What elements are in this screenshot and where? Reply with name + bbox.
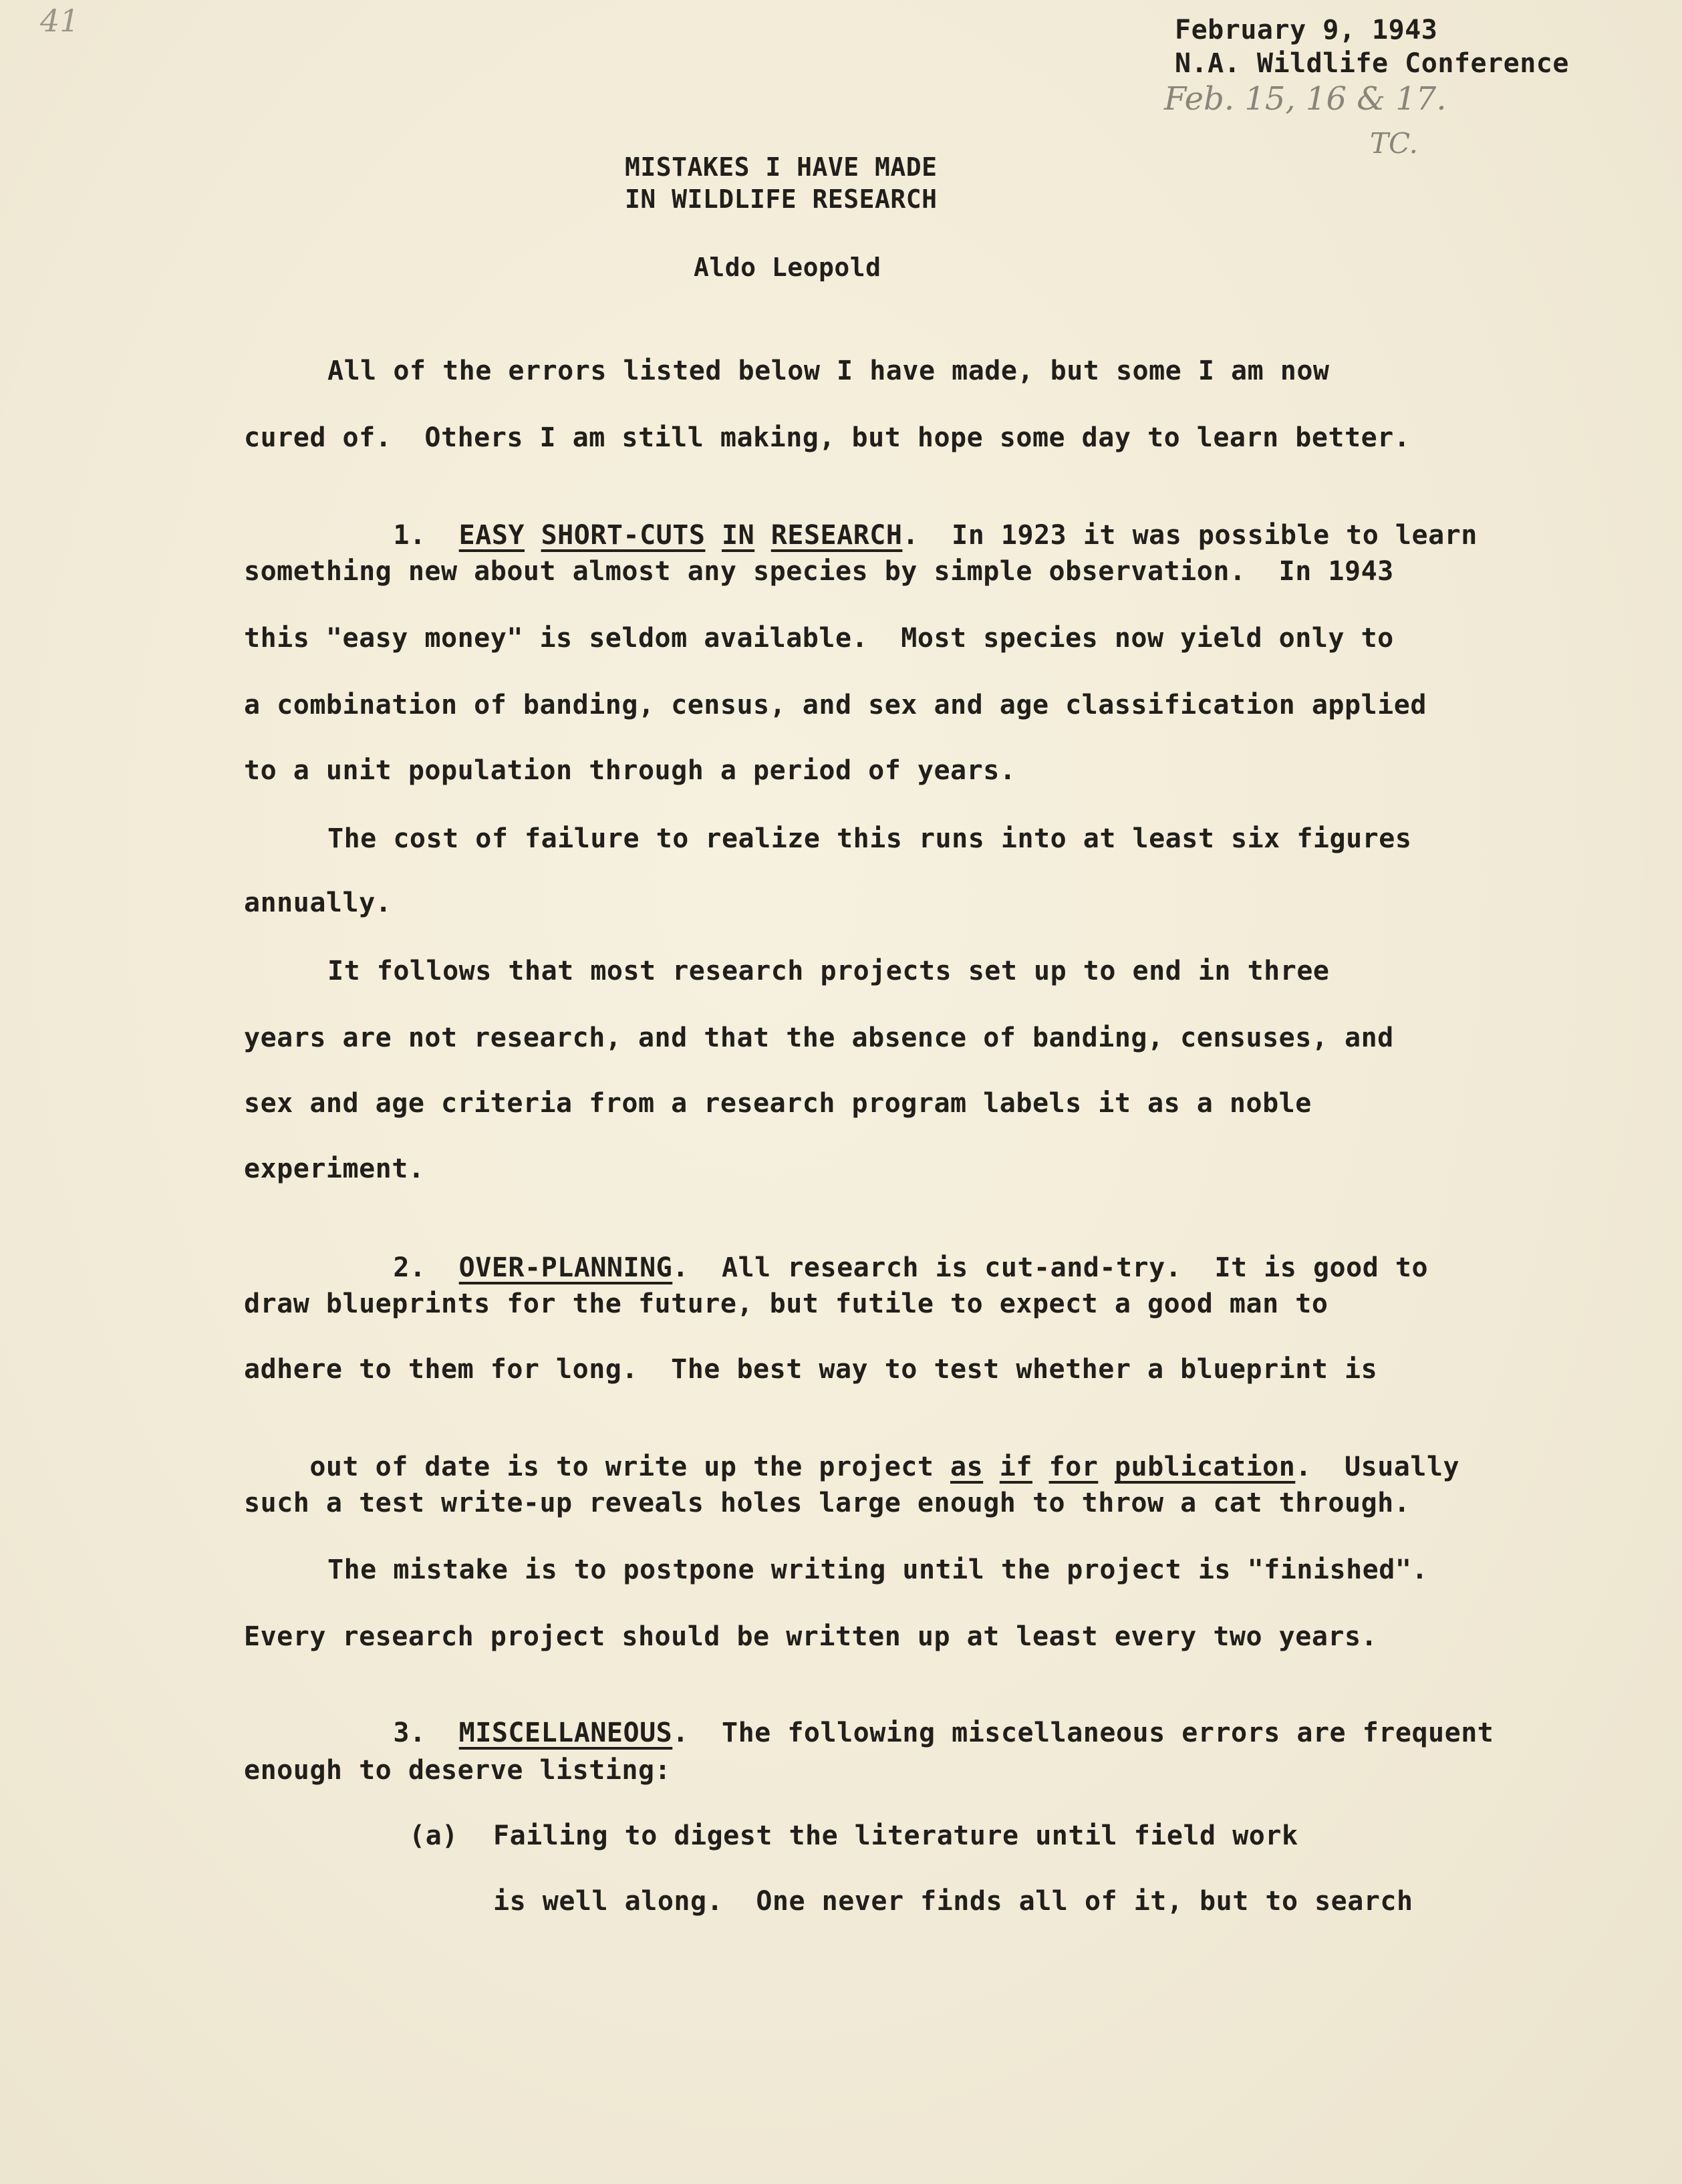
item1-line-2: something new about almost any species by simple observation. In 1943 (244, 556, 1394, 587)
header-date: February 9, 1943 (1175, 15, 1438, 45)
sub-a-label: (a) (409, 1820, 458, 1851)
item2-heading: OVER-PLANNING (458, 1252, 673, 1283)
item1-number: 1. (393, 520, 426, 551)
follows-line-2: years are not research, and that the absence of banding, censuses, and (244, 1022, 1394, 1053)
mistake-line-1: The mistake is to postpone writing until the project is "finished". (327, 1554, 1428, 1585)
author: Aldo Leopold (694, 253, 881, 282)
follows-line-4: experiment. (244, 1153, 425, 1184)
cost-line-1: The cost of failure to realize this runs into at least six figures (327, 823, 1412, 854)
item1-heading-word-1: EASY (458, 520, 525, 551)
sub-a-line-1: Failing to digest the literature until field work (493, 1820, 1298, 1851)
item1-heading-word-4: RESEARCH (770, 520, 903, 551)
sub-a-line-2: is well along. One never finds all of it, but to search (493, 1886, 1413, 1917)
underlined-for: for (1048, 1452, 1099, 1482)
item1-line-3: this "easy money" is seldom available. Most species now yield only to (244, 623, 1394, 654)
item2-line-3: adhere to them for long. The best way to test whether a blueprint is (244, 1354, 1378, 1385)
mistake-line-2: Every research project should be written up at least every two years. (244, 1621, 1378, 1652)
title-line-2: IN WILDLIFE RESEARCH (625, 184, 938, 214)
item2-line-4-end: . Usually (1295, 1452, 1460, 1482)
item1-line-4: a combination of banding, census, and sex and age classification applied (244, 690, 1427, 720)
item3-line-1-rest: . The following miscellaneous errors are frequent (672, 1718, 1494, 1748)
item2-line-5: such a test write-up reveals holes large enough to throw a cat through. (244, 1488, 1411, 1518)
underlined-if: if (999, 1452, 1032, 1482)
title-line-1: MISTAKES I HAVE MADE (625, 152, 938, 182)
item2-number: 2. (393, 1252, 426, 1283)
handwritten-initials: TC. (1370, 127, 1419, 160)
follows-line-3: sex and age criteria from a research program labels it as a noble (244, 1088, 1312, 1119)
item1-line-5: to a unit population through a period of years. (244, 755, 1016, 786)
underlined-publication: publication (1114, 1452, 1296, 1482)
handwritten-dates: Feb. 15, 16 & 17. (1164, 80, 1447, 118)
item1-line-1-rest: . In 1923 it was possible to learn (902, 520, 1478, 551)
header-conference: N.A. Wildlife Conference (1175, 48, 1569, 79)
item2-line-2: draw blueprints for the future, but futile to expect a good man to (244, 1288, 1328, 1319)
item2-line-4-start: out of date is to write up the project (309, 1452, 951, 1482)
item2-line-1-rest: . All research is cut-and-try. It is good to (672, 1252, 1429, 1283)
item3-number: 3. (393, 1718, 426, 1748)
margin-page-note: 41 (40, 3, 80, 39)
cost-line-2: annually. (244, 888, 392, 918)
follows-line-1: It follows that most research projects set up to end in three (327, 956, 1330, 986)
item1-heading-word-3: IN (722, 520, 755, 551)
underlined-as: as (950, 1452, 984, 1482)
item3-line-2: enough to deserve listing: (244, 1755, 672, 1786)
item3-heading: MISCELLANEOUS (458, 1718, 673, 1748)
intro-line-1: All of the errors listed below I have made, but some I am now (327, 356, 1330, 386)
intro-line-2: cured of. Others I am still making, but hope some day to learn better. (244, 422, 1411, 453)
item1-heading-word-2: SHORT-CUTS (541, 520, 706, 551)
